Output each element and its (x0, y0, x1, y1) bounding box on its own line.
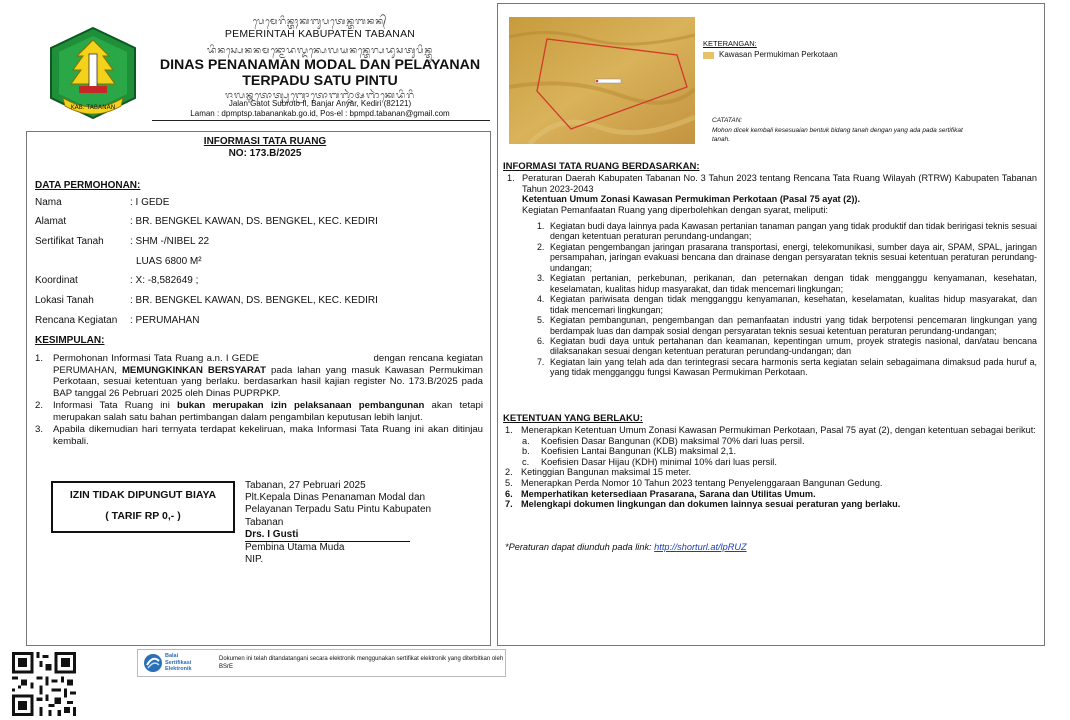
allowed-activity: 1. Kegiatan budi daya lainnya pada Kawasan pertanian tanaman pangan yang tidak produktif dan tidak beririgasi teknis sesuai dengan ketentuan peraturan perundang-undangan; (537, 221, 1037, 242)
permohonan-heading: DATA PERMOHONAN: (35, 180, 141, 191)
field-value-lokasi: : BR. BENGKEL KAWAN, DS. BENGKEL, KEC. KEDIRI (130, 295, 378, 306)
rule-item: 1. Menerapkan Ketentuan Umum Zonasi Kawasan Permukiman Perkotaan, Pasal 75 ayat (2), dengan ketentuan sebagai berikut: (505, 425, 1036, 435)
field-label-alamat: Alamat (35, 216, 67, 227)
field-value-koordinat: : X: -8,582649 ; (130, 275, 199, 286)
field-label-nama: Nama (35, 197, 62, 208)
legend-swatch (703, 52, 714, 59)
office-address: Jalan Gatot Subroto II, Banjar Anyar, Kediri (82121) (228, 99, 412, 108)
kesimpulan-item: 2. Informasi Tata Ruang ini bukan merupakan izin pelaksanaan pembangunan akan tetapi merupakan salah satu bahan pertimbangan dalam pengambilan keputusan lebih lanjut. (35, 400, 483, 423)
department-name-line1: DINAS PENANAMAN MODAL DAN PELAYANAN (159, 57, 481, 73)
logo-text: KAB. TABANAN (70, 104, 116, 111)
bsre-logo-icon (143, 653, 163, 673)
dasar-regulation: 1. Peraturan Daerah Kabupaten Tabanan No. 3 Tahun 2023 tentang Rencana Tata Ruang Wilayah (RTRW) Kabupaten Tabanan Tahun 2023-2043 Ketentuan Umum Zonasi Kawasan Permukiman Perkotaan (Pasal 75 ayat (2)). Kegiatan Pemanfaatan Ruang yang diperbolehkan dengan syarat, meliputi: (507, 173, 1037, 215)
berlaku-heading: KETENTUAN YANG BERLAKU: (503, 413, 643, 424)
department-name-line2: TERPADU SATU PINTU (242, 73, 398, 89)
kesimpulan-item: 3. Apabila dikemudian hari ternyata terdapat kekeliruan, maka Informasi Tata Ruang ini akan ditinjau kembali. (35, 424, 483, 447)
download-note-text: *Peraturan dapat diunduh pada link: (505, 542, 652, 552)
map-note-text: Mohon dicek kembali kesesuaian bentuk bidang tanah dengan yang ada pada sertifikat tanah. (712, 126, 963, 143)
legend-label: Kawasan Permukiman Perkotaan (719, 50, 838, 59)
free-permit-badge (51, 481, 235, 533)
signature-block (245, 480, 431, 566)
dasar-heading: INFORMASI TATA RUANG BERDASARKAN: (503, 161, 700, 172)
land-map (509, 17, 695, 144)
signatory-rank: Pembina Utama Muda (245, 542, 345, 554)
field-value-luas: LUAS 6800 M² (136, 256, 202, 267)
field-value-sertifikat: : SHM -/NIBEL 22 (130, 236, 210, 247)
field-label-lokasi: Lokasi Tanah (35, 295, 94, 306)
signatory-nip: NIP. (245, 554, 264, 566)
signature-role-3: Tabanan (245, 516, 284, 528)
e-signature-statement: Dokumen ini telah ditandatangani secara elektronik menggunakan sertifikat elektronik yang diterbitkan oleh BSrE (219, 656, 504, 670)
document-title: INFORMASI TATA RUANG (203, 136, 327, 147)
field-value-alamat: : BR. BENGKEL KAWAN, DS. BENGKEL, KEC. KEDIRI (130, 216, 378, 227)
kesimpulan-heading: KESIMPULAN: (35, 335, 105, 346)
regulation-link[interactable]: http://shorturl.at/lpRUZ (654, 542, 747, 552)
allowed-activities-list (537, 221, 1037, 378)
balinese-script-address: ᬚᬮᬦ᭄ᬕᬢᭀᬢ᭄ᬲᬸᬩ᭄ᬭᭀᬢᭀᬩᬜ᭄ᬚᬃᬅᬜᬃᬓᬾᬤᬶᬭᬶ (224, 91, 416, 101)
kesimpulan-list (35, 353, 483, 448)
allowed-activity: 7. Kegiatan lain yang telah ada dan terintegrasi secara harmonis serta kegiatan selain sebagaimana dimaksud pada huruf a, yang tidak mengganggu fungsi Kawasan Permukiman Perkotaan. (537, 356, 1037, 378)
signatory-name: Drs. I Gusti (245, 529, 410, 542)
allowed-activity: 4. Kegiatan pariwisata dengan tidak mengganggu kenyamanan, kesehatan, keselamatan, kualitas hidup masyarakat, dan tidak mencemari lingkungan; (537, 294, 1037, 315)
qr-code (12, 652, 76, 716)
field-label-rencana: Rencana Kegiatan (35, 315, 118, 326)
applicable-rules-list (505, 425, 1037, 510)
zoning-rule: Ketentuan Umum Zonasi Kawasan Permukiman Perkotaan (Pasal 75 ayat (2)). (522, 194, 861, 205)
allowed-activity: 2. Kegiatan pengembangan jaringan prasarana transportasi, energi, telekomunikasi, sumber daya air, SPAM, SPAL, jaringan persampahan, jaringan evakuasi bencana dan drainase dengan persyaratan teknis sesuai ketentuan peraturan perundang-undangan; (537, 241, 1037, 273)
allowed-intro: Kegiatan Pemanfaatan Ruang yang diperbolehkan dengan syarat, meliputi: (522, 204, 828, 215)
signature-role-1: Plt.Kepala Dinas Penanaman Modal dan (245, 492, 426, 504)
rule-item: 6. Memperhatikan ketersediaan Prasarana, Sarana dan Utilitas Umum. (505, 488, 816, 499)
balinese-script-dept: ᬤᬶᬦᬲ᭄ᬧᬾᬦᬦᬫᬦ᭄ᬫᭀᬤᬮ᭄ᬤᬦ᭄ᬧᬾᬮᬬᬦᬦ᭄ᬢᬾᬭ᭄ᬧᬤᬸᬲᬢᬸᬧᬶᬦ᭄ᬢᬸ (206, 46, 434, 56)
government-logo (43, 26, 143, 120)
allowed-activity: 6. Kegiatan budi daya untuk pertahanan dan keamanan, kepentingan umum, proyek strategis nasional, dan/atau bencana dilaksanakan sesuai dengan ketentuan peraturan perundang-undangan; dan (537, 335, 1037, 357)
download-note (505, 542, 747, 552)
document-number: NO: 173.B/2025 (228, 148, 302, 159)
field-value-nama: : I GEDE (130, 197, 170, 208)
legend-title: KETERANGAN: (703, 39, 757, 48)
rule-item: 7. Melengkapi dokumen lingkungan dan dokumen lainnya sesuai peraturan yang berlaku. (505, 499, 901, 510)
signature-date: Tabanan, 27 Pebruari 2025 (245, 480, 366, 491)
office-web-email: Laman : dpmptsp.tabanankab.go.id, Pos-el : bpmpd.tabanan@gmail.com (190, 109, 450, 118)
regulation-text: Peraturan Daerah Kabupaten Tabanan No. 3 Tahun 2023 tentang Rencana Tata Ruang Wilayah (RTRW) Kabupaten Tabanan Tahun 2023-2043 (522, 173, 1037, 194)
map-note-title: CATATAN: (712, 117, 743, 124)
rule-subitem: b. Koefisien Lantai Bangunan (KLB) maksimal 2,1. (522, 446, 737, 457)
bsre-label: Balai Sertifikasi Elektronik (165, 653, 192, 672)
rule-item: 5. Menerapkan Perda Nomor 10 Tahun 2023 tentang Penyelenggaraan Bangunan Gedung. (505, 477, 883, 488)
allowed-activity: 3. Kegiatan pertanian, perkebunan, perikanan, dan peternakan dengan tidak mengganggu kenyamanan, kesehatan, keselamatan, kualitas hidup masyarakat, dan tidak mencemari lingkungan; (537, 273, 1037, 294)
e-signature-banner (137, 649, 506, 677)
badge-line1: IZIN TIDAK DIPUNGUT BIAYA (69, 489, 217, 501)
badge-line2: ( TARIF RP 0,- ) (105, 510, 181, 522)
rule-subitem: a. Koefisien Dasar Bangunan (KDB) maksimal 70% dari luas persil. (522, 435, 805, 446)
field-label-sertifikat: Sertifikat Tanah (35, 236, 104, 247)
rule-item: 2. Ketinggian Bangunan maksimal 15 meter. (505, 467, 692, 478)
field-label-koordinat: Koordinat (35, 275, 78, 286)
signature-role-2: Pelayanan Terpadu Satu Pintu Kabupaten (245, 504, 432, 516)
allowed-activity: 5. Kegiatan pembangunan, pengembangan dan pemanfaatan industri yang tidak berpotensi pencemaran lingkungan yang berdampak luas dan dampak sosial dengan persyaratan teknis sesuai ketentuan peraturan perundang-undangan; (537, 315, 1037, 336)
balinese-script-line: ᬧᬾᬫᬾᬭᬶᬦ᭄ᬢᬄᬓᬩᬸᬧᬢᬾᬦ᭄ᬢᬩᬦᬦ᭄ (252, 17, 388, 27)
field-value-rencana: : PERUMAHAN (130, 315, 200, 326)
rule-subitem: c. Koefisien Dasar Hijau (KDH) minimal 10% dari luas persil. (522, 456, 777, 467)
government-name: PEMERINTAH KABUPATEN TABANAN (224, 28, 416, 40)
kesimpulan-item: 1. Permohonan Informasi Tata Ruang a.n. I GEDE dengan rencana kegiatan PERUMAHAN, MEMUNGKINKAN BERSYARAT pada lahan yang masuk Kawasan Permukiman Perkotaan, sesuai ketentuan yang berlaku. berdasarkan hasil kajian register No. 173.B/2025 pada BAP tanggal 26 Pebruari 2025 oleh Dinas PUPRPKP. (35, 353, 484, 399)
map-note (712, 116, 982, 145)
land-parcel-marker (595, 79, 621, 83)
header-divider (152, 120, 490, 121)
